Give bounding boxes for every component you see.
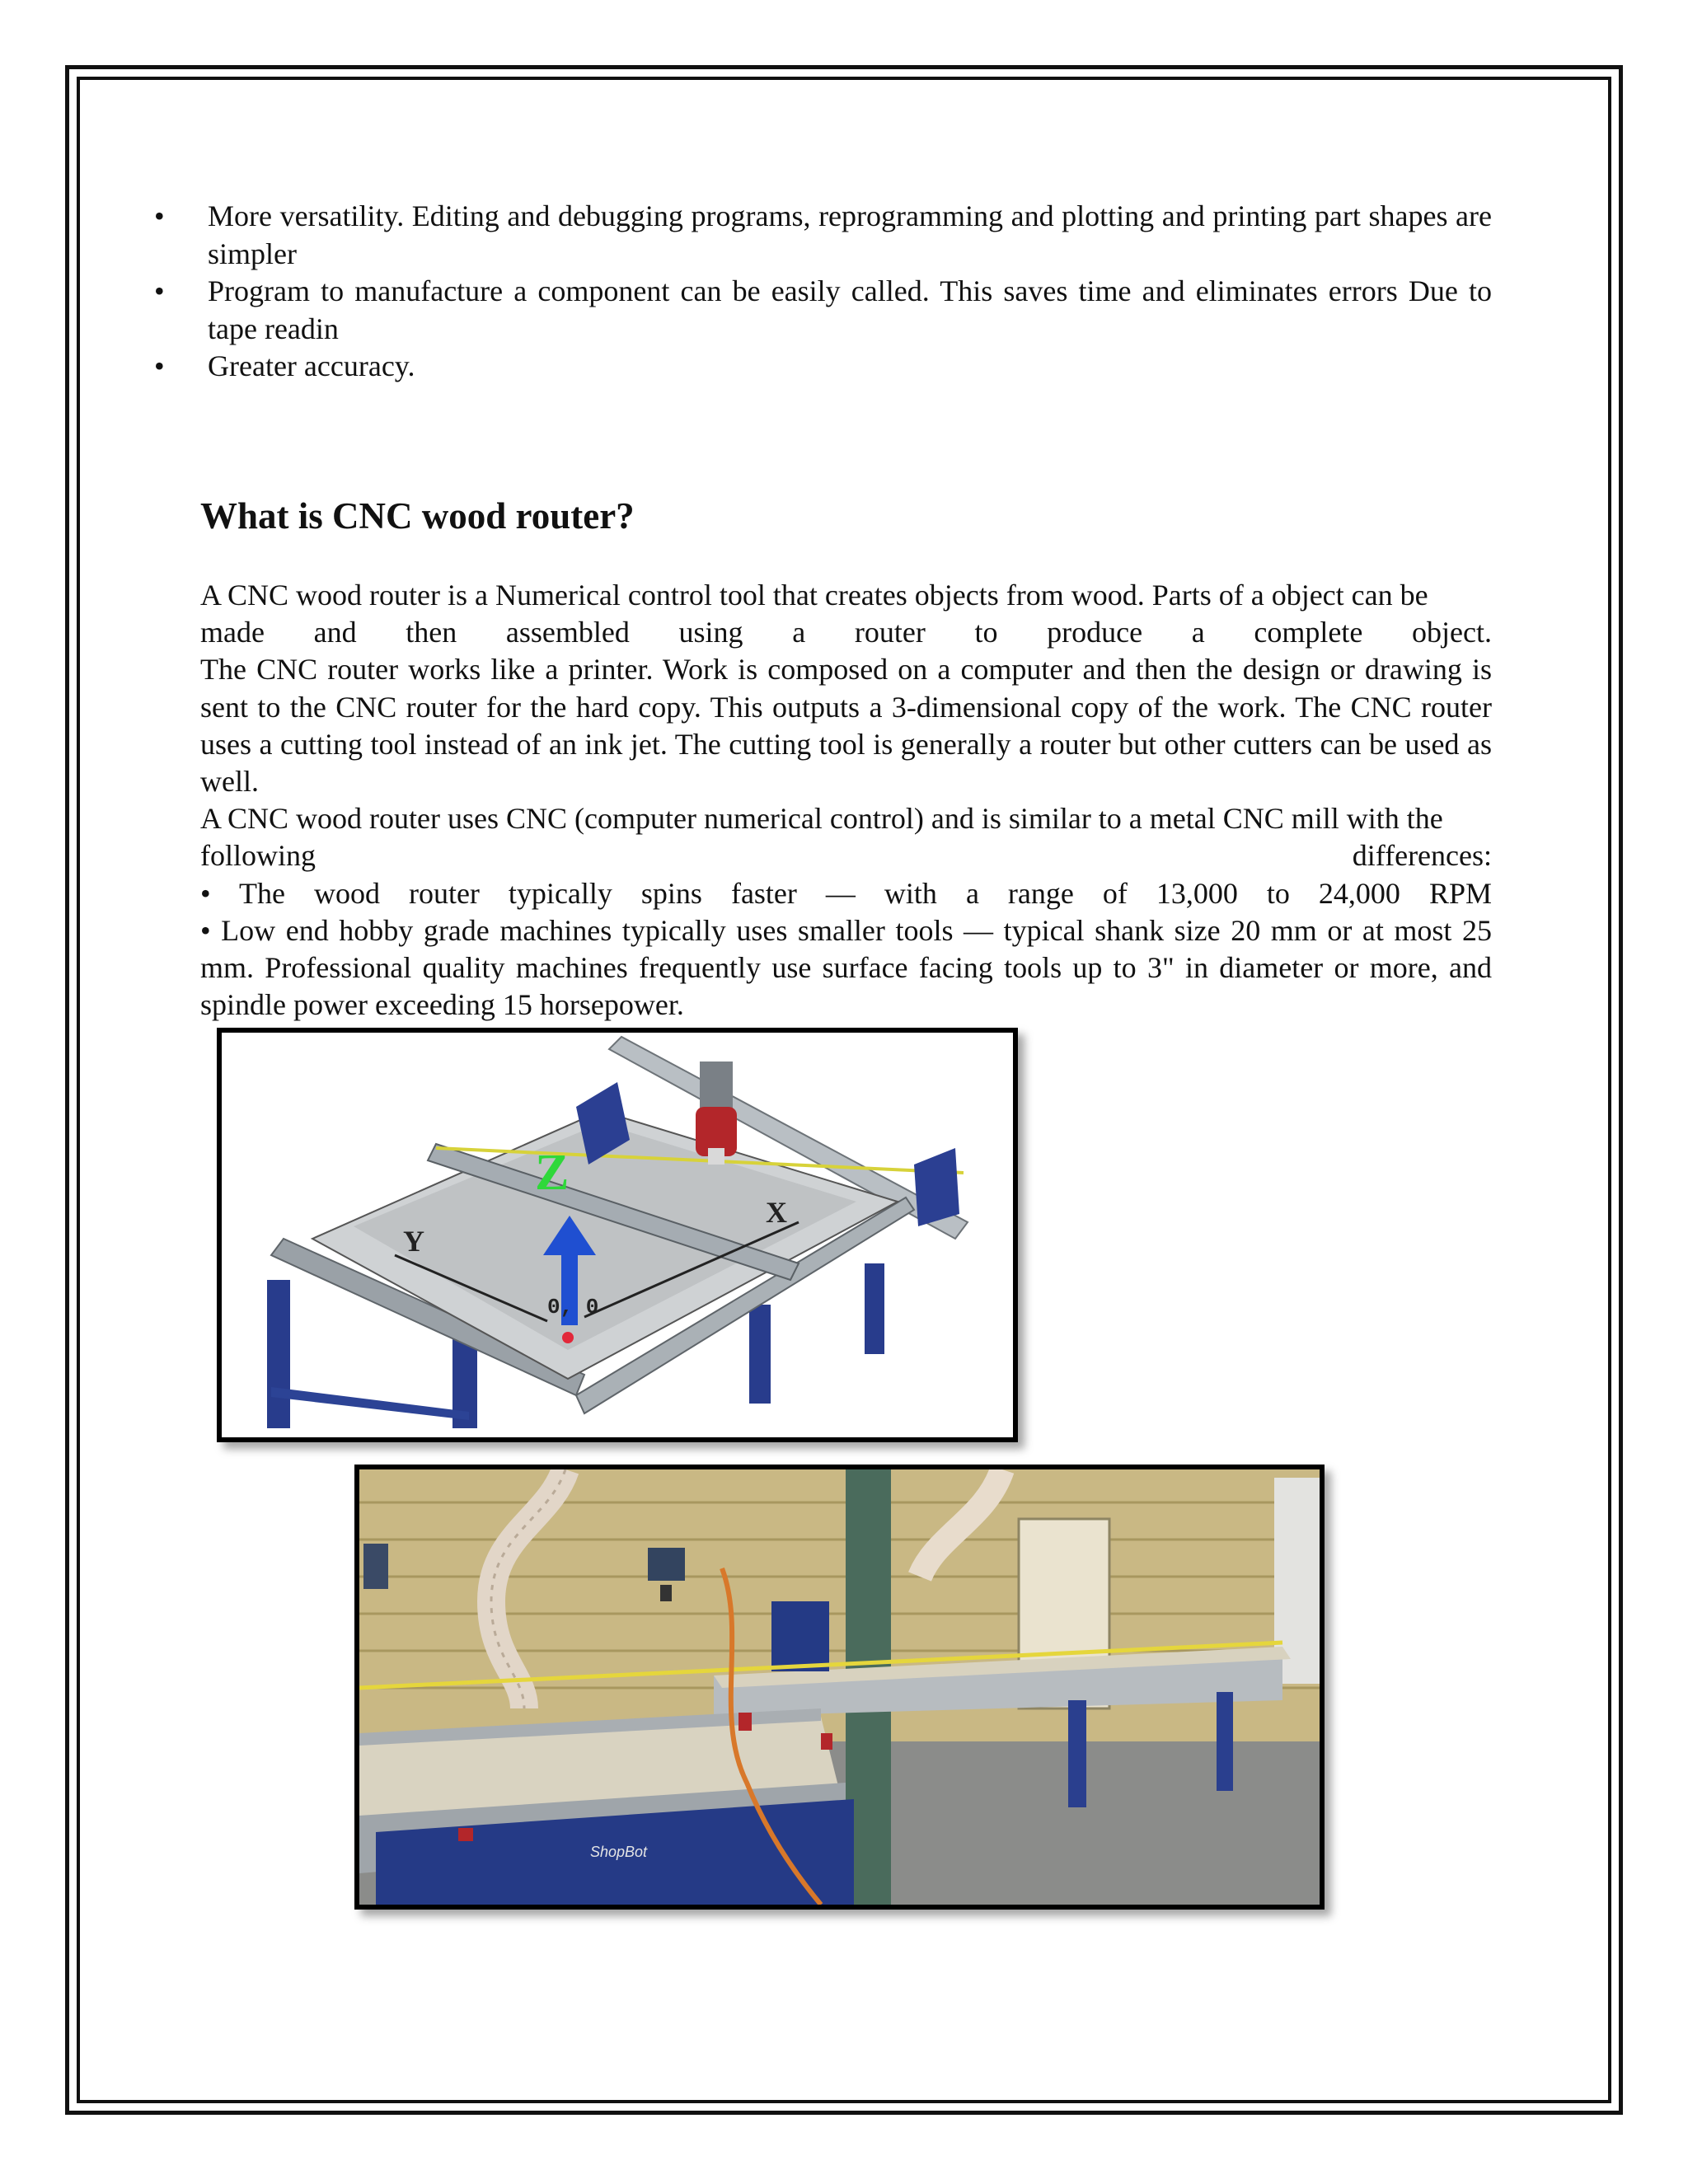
list-item-text: Program to manufacture a component can be easily called. This saves time and eliminates errors Due to tape readin <box>208 274 1492 345</box>
paragraph: • Low end hobby grade machines typically uses smaller tools — typical shank size 20 mm or at most 25 mm. Professional quality machines frequently use surface facing tools up to 3" in diameter or more, and spindle power exceeding 15 horsepower. <box>200 913 1492 1022</box>
list-item <box>148 198 1492 273</box>
bullet-marker: • <box>154 199 165 232</box>
section-body <box>200 577 1492 1024</box>
paragraph-line: A CNC wood router uses CNC (computer numerical control) and is similar to a metal CNC mill with the <box>200 802 1443 836</box>
list-item <box>148 273 1492 348</box>
paragraph-line: A CNC wood router is a Numerical control tool that creates objects from wood. Parts of a object can be <box>200 579 1428 612</box>
paragraph: The CNC router works like a printer. Work is composed on a computer and then the design or drawing is sent to the CNC router for the hard copy. This outputs a 3-dimensional copy of the work. The CNC router uses a cutting tool instead of an ink jet. The cutting tool is generally a router but other cutters can be used as well. <box>200 653 1492 799</box>
section-heading: What is CNC wood router? <box>200 495 635 537</box>
origin-label: 0, 0 <box>547 1295 599 1319</box>
list-item <box>148 348 1492 386</box>
paragraph-line: following differences: <box>200 839 1492 873</box>
axis-x-label: X <box>766 1196 787 1229</box>
origin-marker <box>562 1332 574 1343</box>
cnc-workshop-photo <box>354 1465 1325 1910</box>
bullet-marker: • <box>154 274 165 307</box>
cnc-router-diagram <box>222 1033 1013 1437</box>
cnc-router-diagram-image <box>217 1028 1018 1442</box>
advantages-list <box>148 198 1492 386</box>
paragraph: • The wood router typically spins faster — with a range of 13,000 to 24,000 RPM <box>200 876 1492 910</box>
axis-z-label: Z <box>535 1145 570 1201</box>
brand-label: ShopBot <box>590 1844 648 1860</box>
workshop-scene <box>359 1469 1320 1905</box>
paragraph-line: made and then assembled using a router to produce a complete object. <box>200 616 1492 649</box>
axis-y-label: Y <box>403 1225 424 1258</box>
bullet-marker: • <box>154 349 165 382</box>
list-item-text: More versatility. Editing and debugging programs, reprogramming and plotting and printing part shapes are simpler <box>208 199 1492 270</box>
list-item-text: Greater accuracy. <box>208 349 415 382</box>
